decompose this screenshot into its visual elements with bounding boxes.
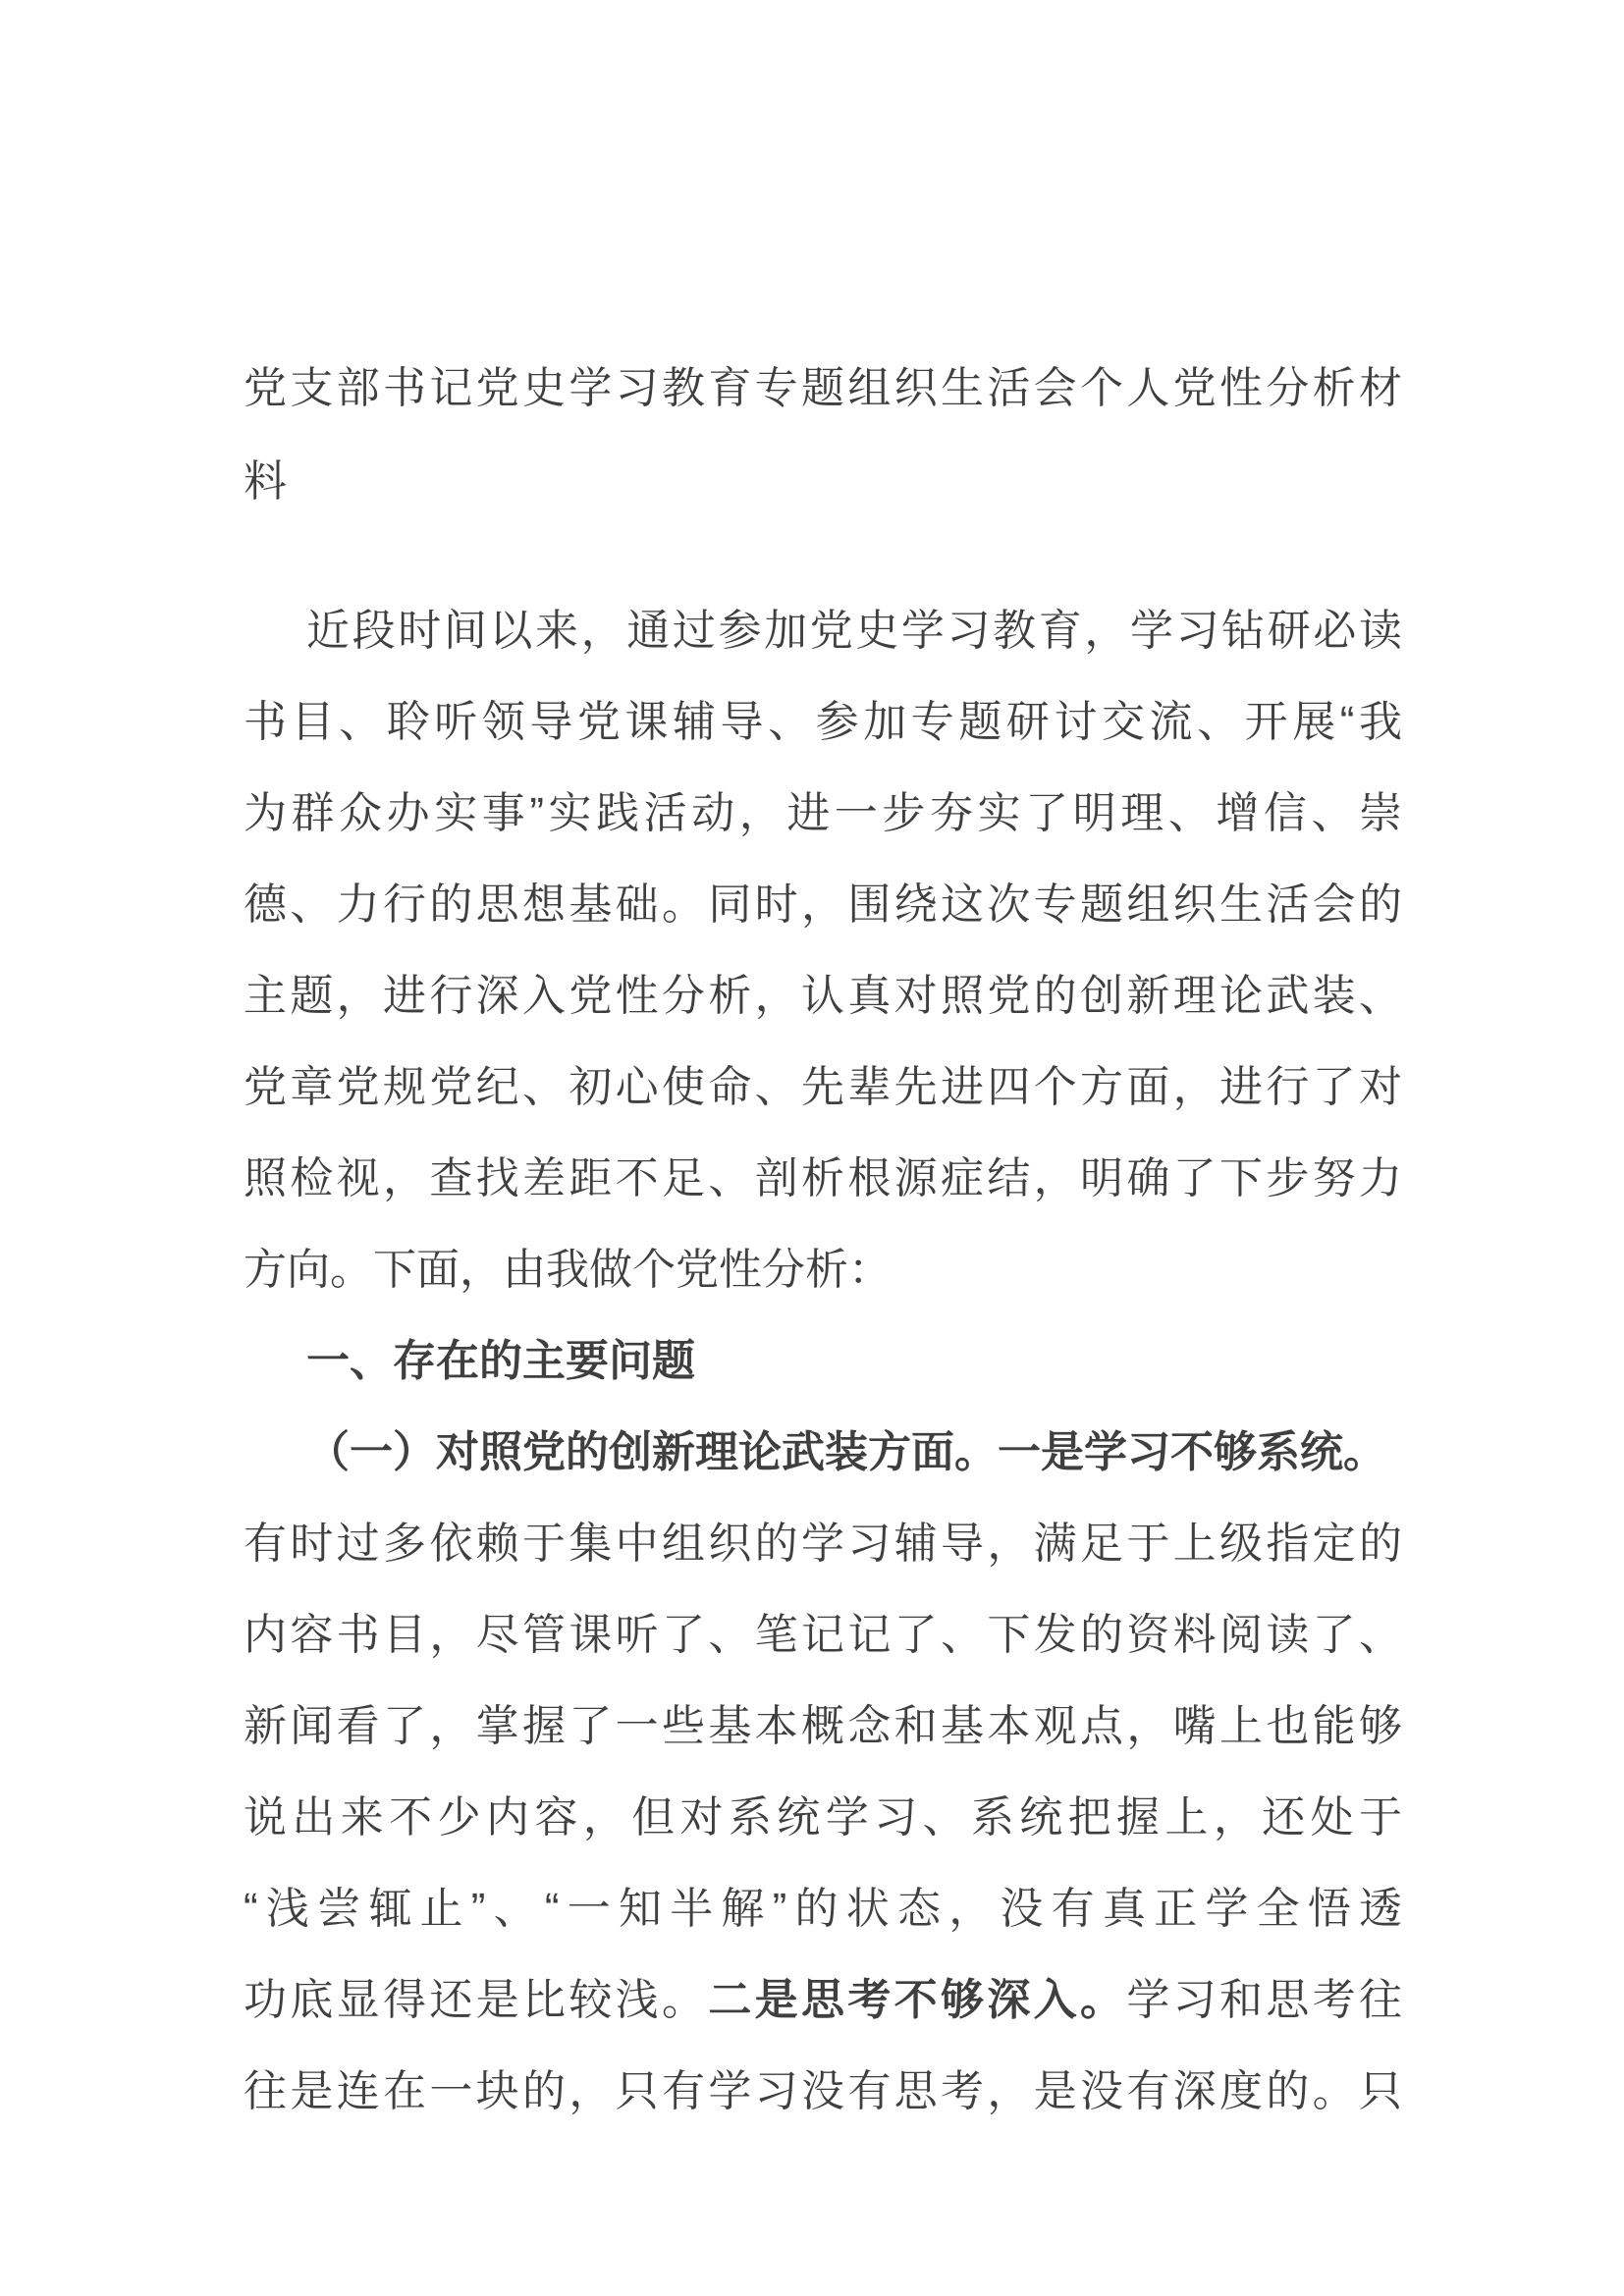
text-segment: 党章党规党纪、初心使命、先辈先进四个方面，进行了对: [244, 1063, 1402, 1111]
text-segment: 近段时间以来，通过参加党史学习教育，学习钻研必读: [306, 607, 1402, 655]
paragraph-line: [244, 676, 1402, 768]
text-segment: 内容书目，尽管课听了、笔记记了、下发的资料阅读了、: [244, 1611, 1402, 1659]
paragraph-line: [244, 1863, 1402, 1954]
text-segment: “浅尝辄止”、“一知半解”的状态，没有真正学全悟透: [244, 1885, 1402, 1933]
paragraph-line: [244, 768, 1402, 859]
paragraph-line: [244, 859, 1402, 950]
text-segment: 新闻看了，掌握了一些基本概念和基本观点，嘴上也能够: [244, 1702, 1402, 1750]
paragraph-line: [244, 1498, 1402, 1589]
text-segment: 功底显得还是比较浅。: [244, 1976, 709, 2024]
subsection-heading: [244, 1407, 1402, 1498]
paragraph-line: [244, 1133, 1402, 1224]
text-segment: 照检视，查找差距不足、剖析根源症结，明确了下步努力: [244, 1154, 1402, 1202]
text-segment: 德、力行的思想基础。同时，围绕这次专题组织生活会的: [244, 881, 1402, 929]
paragraph-line: [244, 1772, 1402, 1863]
text-segment: 料: [244, 457, 287, 506]
paragraph-line: [244, 1954, 1402, 2046]
document-body: [244, 585, 1402, 2137]
bold-text-segment: （一）对照党的创新理论武装方面。一是学习不够系统。: [306, 1428, 1386, 1476]
bold-text-segment: 一、存在的主要问题: [306, 1337, 695, 1385]
text-segment: 为群众办实事”实践活动，进一步夯实了明理、增信、崇: [244, 789, 1402, 837]
text-segment: 学习和思考往: [1126, 1976, 1403, 2024]
paragraph-line: [244, 1589, 1402, 1681]
text-segment: 书目、聆听领导党课辅导、参加专题研讨交流、开展“我: [244, 698, 1402, 746]
text-segment: 有时过多依赖于集中组织的学习辅导，满足于上级指定的: [244, 1520, 1402, 1568]
paragraph-line: [244, 585, 1402, 676]
paragraph-line: [244, 1041, 1402, 1133]
text-segment: 方向。下面，由我做个党性分析：: [244, 1246, 892, 1294]
paragraph-line: [244, 950, 1402, 1041]
paragraph-line: [244, 1681, 1402, 1772]
title-line-2: [244, 435, 1402, 528]
section-heading: [244, 1315, 1402, 1407]
paragraph-line: [244, 2046, 1402, 2137]
title-line-1: [244, 342, 1402, 435]
text-segment: 党支部书记党史学习教育专题组织生活会个人党性分析材: [244, 364, 1402, 412]
text-segment: 说出来不少内容，但对系统学习、系统把握上，还处于: [244, 1793, 1402, 1842]
bold-text-segment: 二是思考不够深入。: [708, 1976, 1127, 2024]
paragraph-line: [244, 1224, 1402, 1315]
document-title: [244, 342, 1402, 528]
text-segment: 主题，进行深入党性分析，认真对照党的创新理论武装、: [244, 972, 1402, 1020]
text-segment: 往是连在一块的，只有学习没有思考，是没有深度的。只: [244, 2067, 1402, 2115]
